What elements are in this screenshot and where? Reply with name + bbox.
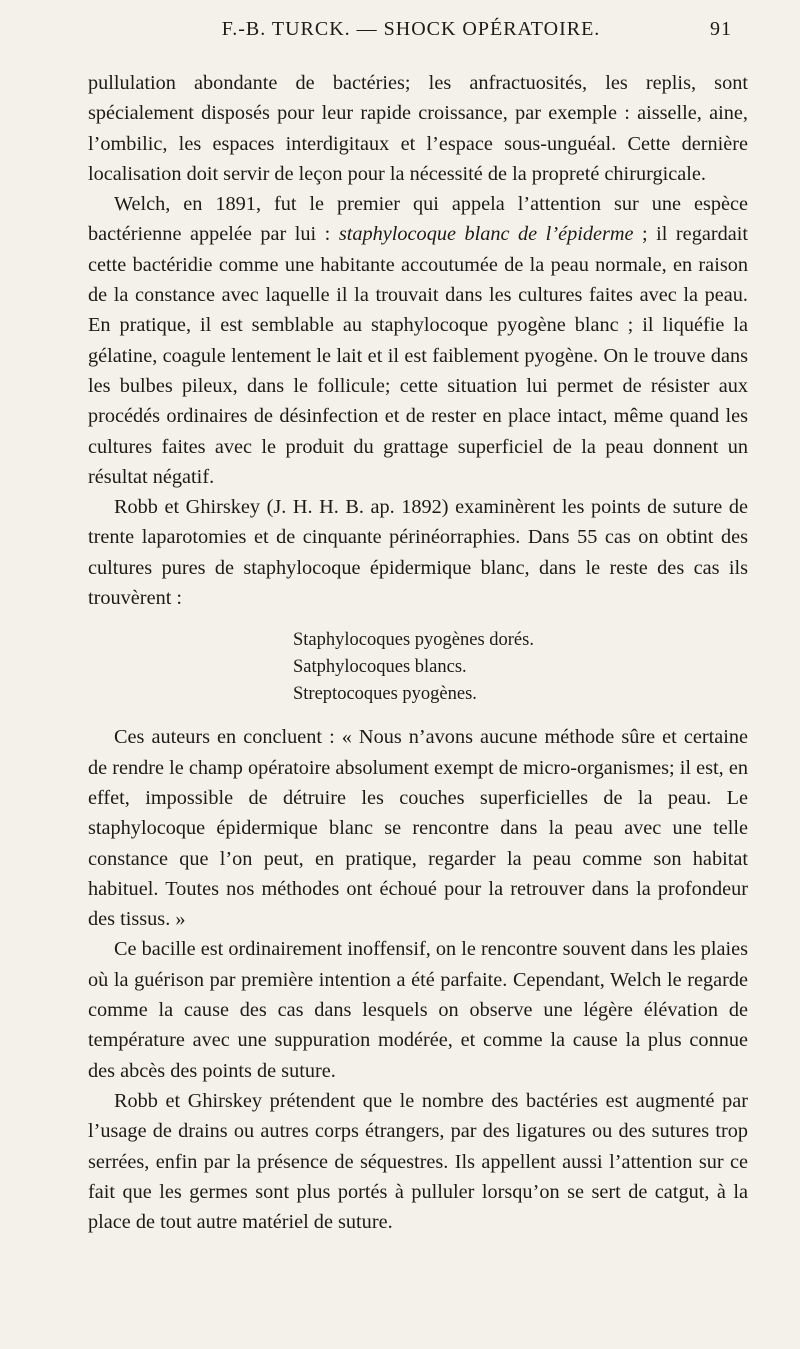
paragraph-welch-text-2: ; il regardait cette bactéridie comme une habitante accoutumée de la peau normale, en raison de la constance avec laquelle il la trouvait dans les cultures faites avec la peau. En pratique, il est semblable au staphylocoque pyogène blanc ; il liquéfie la gélatine, coagule lentement le lait et il est faiblement pyogène. On le trouve dans les bulbes pileux, dans le follicule; cette situation lui permet de résister aux procédés ordinaires de désinfection et de rester en place intact, même quand les cultures faites avec le produit du grattage superficiel de la peau donnent un résultat négatif. — [88, 223, 748, 488]
paragraph-robb-ghirskey: Robb et Ghirskey (J. H. H. B. ap. 1892) examinèrent les points de suture de trente laparotomies et de cinquante périnéorraphies. Dans 55 cas on obtint des cultures pures de staphylocoque épidermique blanc, dans le reste des cas ils trouvèrent : — [88, 496, 748, 610]
paragraph-continuation: pullulation abondante de bactéries; les anfractuosités, les replis, sont spécialement disposés pour leur rapide croissance, par exemple : aisselle, aine, l’ombilic, les espaces interdigitaux et l’espace sous-unguéal. Cette dernière localisation doit servir de leçon pour la nécessité de la propreté chirurgicale. — [88, 72, 748, 185]
paragraph-bacille: Ce bacille est ordinairement inoffensif, on le rencontre souvent dans les plaies où la guérison par première intention a été parfaite. Cependant, Welch le regarde comme la cause des cas dans lesquels on observe une légère élévation de température avec une suppuration modérée, et comme la cause la plus connue des abcès des points de suture. — [88, 938, 748, 1082]
running-head — [90, 18, 732, 48]
paragraph-welch-text-1: Welch, en 1891, fut le premier qui appela l’attention sur une espèce bactérienne appelée par lui : — [88, 193, 748, 246]
list-item: Satphylocoques blancs. — [293, 657, 467, 678]
paragraph-quote: Ces auteurs en concluent : « Nous n’avons aucune méthode sûre et certaine de rendre le champ opératoire absolument exempt de micro-organismes; il est, en effet, impossible de détruire les couches superficielles de la peau. Le staphylocoque épidermique blanc se rencontre dans la peau avec une telle constance que l’on peut, en pratique, regarder la peau comme son habitat habituel. Toutes nos méthodes ont échoué pour la retrouver dans la profondeur des tissus. » — [88, 726, 748, 931]
body-text — [88, 68, 748, 1237]
page-number: 91 — [710, 18, 732, 40]
paragraph-welch — [88, 189, 748, 492]
species-name-italic: staphylocoque blanc de l’épiderme — [338, 223, 634, 246]
list-item: Staphylocoques pyogènes dorés. — [293, 630, 534, 651]
running-head-title: F.-B. TURCK. — SHOCK OPÉRATOIRE. — [221, 18, 601, 40]
bacteria-list — [293, 627, 748, 708]
paragraph-drains: Robb et Ghirskey prétendent que le nombre des bactéries est augmenté par l’usage de drains ou autres corps étrangers, par des ligatures ou des sutures trop serrées, enfin par la présence de séquestres. Ils appellent aussi l’attention sur ce fait que les germes sont plus portés à pulluler lorsqu’on se sert de catgut, à la place de tout autre matériel de suture. — [88, 1089, 748, 1234]
list-item: Streptocoques pyogènes. — [293, 684, 477, 705]
